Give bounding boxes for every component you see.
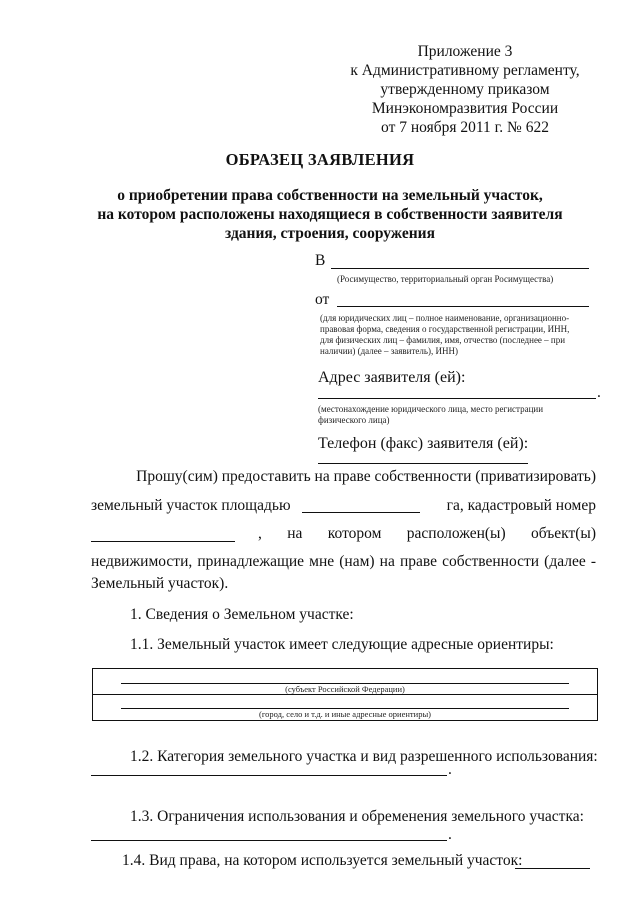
request-line-3-word-4: объект(ы) [531,525,596,542]
request-line-3-comma: , [258,525,262,542]
address-label: Адрес заявителя (ей): [318,369,466,386]
from-prefix: от [315,291,330,308]
phone-field-line[interactable] [318,463,528,464]
request-line-2b: га, кадастровый номер [446,497,596,514]
address-field-line[interactable] [318,398,596,399]
phone-label: Телефон (факс) заявителя (ей): [318,435,529,452]
annex-line-5: от 7 ноября 2011 г. № 622 [381,119,549,136]
request-line-3 [258,525,596,543]
category-dot: . [448,761,452,778]
area-field-line[interactable] [302,512,420,513]
subtitle-line-2: на котором расположены находящиеся в собственности заявителя [97,206,563,223]
request-line-3-word-3: расположен(ы) [406,525,506,542]
restrictions-field-line[interactable] [91,840,447,841]
section-1-1: 1.1. Земельный участок имеет следующие адресные ориентиры: [130,636,554,653]
cadastral-field-line[interactable] [91,541,235,542]
address-caption-line-2: физического лица) [318,415,390,425]
request-line-2a: земельный участок площадью [91,497,291,514]
annex-line-2: к Административному регламенту, [350,62,580,79]
section-1-3: 1.3. Ограничения использования и обременения земельного участка: [130,808,584,825]
section-1-4: 1.4. Вид права, на котором используется земельный участок: [122,852,523,869]
section-1-heading: 1. Сведения о Земельном участке: [130,606,354,623]
annex-line-3: утвержденному приказом [380,81,550,98]
request-line-4: недвижимости, принадлежащие мне (нам) на праве собственности (далее - [91,553,596,570]
address-caption [318,404,603,426]
address-dot: . [597,384,601,401]
section-1-2: 1.2. Категория земельного участка и вид разрешенного использования: [130,748,598,765]
annex-block [330,42,600,137]
from-caption [320,313,600,357]
subtitle-line-1: о приобретении права собственности на земельный участок, [117,187,543,204]
table-row-subject [93,669,597,694]
to-caption: (Росимущество, территориальный орган Росимущества) [337,274,554,284]
annex-line-1: Приложение 3 [417,43,513,60]
from-caption-line-3: для физических лиц – фамилия, имя, отчество (последнее – при [320,335,566,345]
from-caption-line-4: наличии) (далее – заявитель), ИНН) [320,346,459,356]
subtitle-line-3: здания, строения, сооружения [225,225,435,242]
request-line-5: Земельный участок). [91,575,229,592]
from-field-line[interactable] [337,306,589,307]
from-caption-line-1: (для юридических лиц – полное наименование, организационно- [320,313,570,323]
from-caption-line-2: правовая форма, сведения о государственной регистрации, ИНН, [320,324,570,334]
to-field-line[interactable] [331,268,589,269]
city-caption: (город, село и т.д. и иные адресные ориентиры) [259,709,431,719]
restrictions-dot: . [448,826,452,843]
request-line-1: Прошу(сим) предоставить на праве собственности (приватизировать) [136,468,596,485]
table-row-city [93,694,597,720]
request-line-3-word-1: на [287,525,303,542]
document-subtitle [60,186,600,243]
address-caption-line-1: (местонахождение юридического лица, место регистрации [318,404,544,414]
annex-line-4: Минэкономразвития России [371,100,559,117]
address-table [92,668,598,721]
to-prefix: В [315,252,326,269]
subject-caption: (субъект Российской Федерации) [285,684,405,694]
request-line-3-word-2: котором [327,525,382,542]
right-type-field-line[interactable] [515,868,590,869]
category-field-line[interactable] [91,775,447,776]
document-title: ОБРАЗЕЦ ЗАЯВЛЕНИЯ [225,150,415,169]
